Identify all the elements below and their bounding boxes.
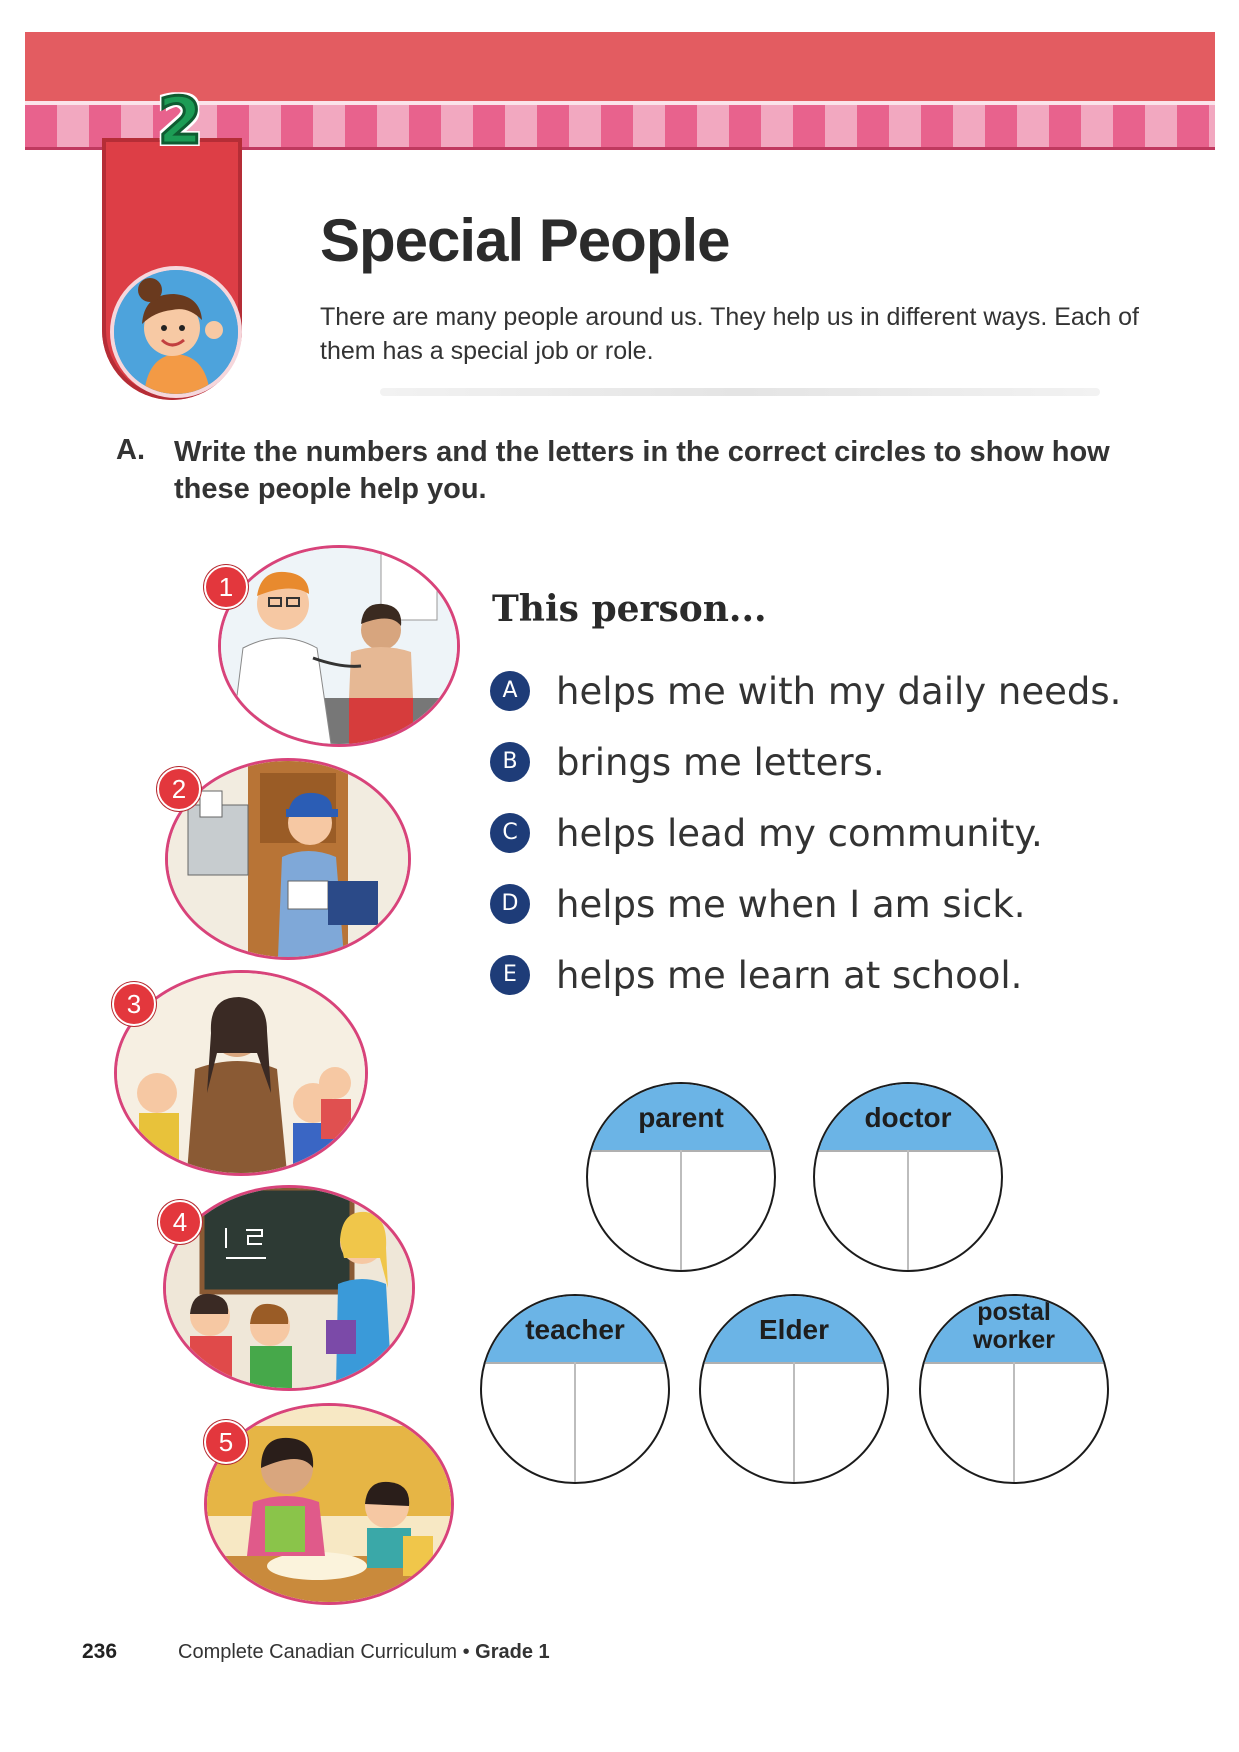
option-a xyxy=(490,663,1121,719)
answer-circle-parent[interactable] xyxy=(586,1082,776,1272)
answer-circle-divider xyxy=(680,1150,682,1270)
option-letter-badge: C xyxy=(490,813,530,853)
intro-divider xyxy=(380,388,1100,396)
chapter-number: 2 xyxy=(157,85,203,159)
option-letter-badge: A xyxy=(490,671,530,711)
answer-circle-label: doctor xyxy=(864,1102,952,1133)
answer-circle-label xyxy=(921,1298,1107,1354)
answer-circle-divider xyxy=(1013,1362,1015,1482)
question-text: Write the numbers and the letters in the correct circles to show how these people help you. xyxy=(174,436,1110,505)
mail-carrier-icon xyxy=(168,761,408,957)
option-letter-badge: B xyxy=(490,742,530,782)
mascot-illustration xyxy=(110,266,242,398)
footer-title: Complete Canadian Curriculum xyxy=(178,1641,458,1663)
option-b xyxy=(490,734,885,790)
option-c xyxy=(490,805,1043,861)
answer-circle-postal-worker[interactable] xyxy=(919,1294,1109,1484)
mascot-girl-icon xyxy=(114,270,238,394)
answer-circle-divider xyxy=(574,1362,576,1482)
answer-circle-elder[interactable] xyxy=(699,1294,889,1484)
teacher-at-chalkboard-icon xyxy=(166,1188,412,1388)
page-title: Special People xyxy=(320,207,730,274)
option-letter-badge: D xyxy=(490,884,530,924)
option-text: helps lead my community. xyxy=(556,811,1043,855)
option-letter-badge: E xyxy=(490,955,530,995)
option-d xyxy=(490,876,1026,932)
options-heading: This person... xyxy=(492,588,767,630)
option-e xyxy=(490,947,1022,1003)
intro-text: There are many people around us. They help us in different ways. Each of them has a special job or role. xyxy=(320,303,1140,365)
answer-circle-divider xyxy=(793,1362,795,1482)
footer-separator: • xyxy=(462,1641,470,1663)
option-text: helps me when I am sick. xyxy=(556,882,1026,926)
picture-postal-worker xyxy=(165,758,411,960)
doctor-examining-child-icon xyxy=(221,548,457,744)
answer-circle-doctor[interactable] xyxy=(813,1082,1003,1272)
option-text: helps me with my daily needs. xyxy=(556,669,1122,713)
footer-grade: Grade 1 xyxy=(475,1641,550,1663)
picture-number-badge: 2 xyxy=(157,767,201,811)
option-text: helps me learn at school. xyxy=(556,953,1023,997)
option-text: brings me letters. xyxy=(556,740,885,784)
picture-number-badge: 5 xyxy=(204,1420,248,1464)
footer-book-title xyxy=(178,1641,550,1664)
page-number: 236 xyxy=(82,1640,118,1663)
picture-number-badge: 4 xyxy=(158,1200,202,1244)
answer-circle-label: parent xyxy=(638,1102,724,1133)
answer-circle-label: teacher xyxy=(525,1314,625,1345)
picture-doctor xyxy=(218,545,460,747)
answer-circle-teacher[interactable] xyxy=(480,1294,670,1484)
question-letter: A. xyxy=(116,434,145,466)
picture-number-badge: 1 xyxy=(204,565,248,609)
answer-circle-divider xyxy=(907,1150,909,1270)
answer-circle-label: Elder xyxy=(758,1314,830,1345)
answer-circle-label-line1: postal xyxy=(977,1298,1051,1326)
answer-circle-label-line2: worker xyxy=(973,1326,1055,1354)
picture-number-badge: 3 xyxy=(112,982,156,1026)
